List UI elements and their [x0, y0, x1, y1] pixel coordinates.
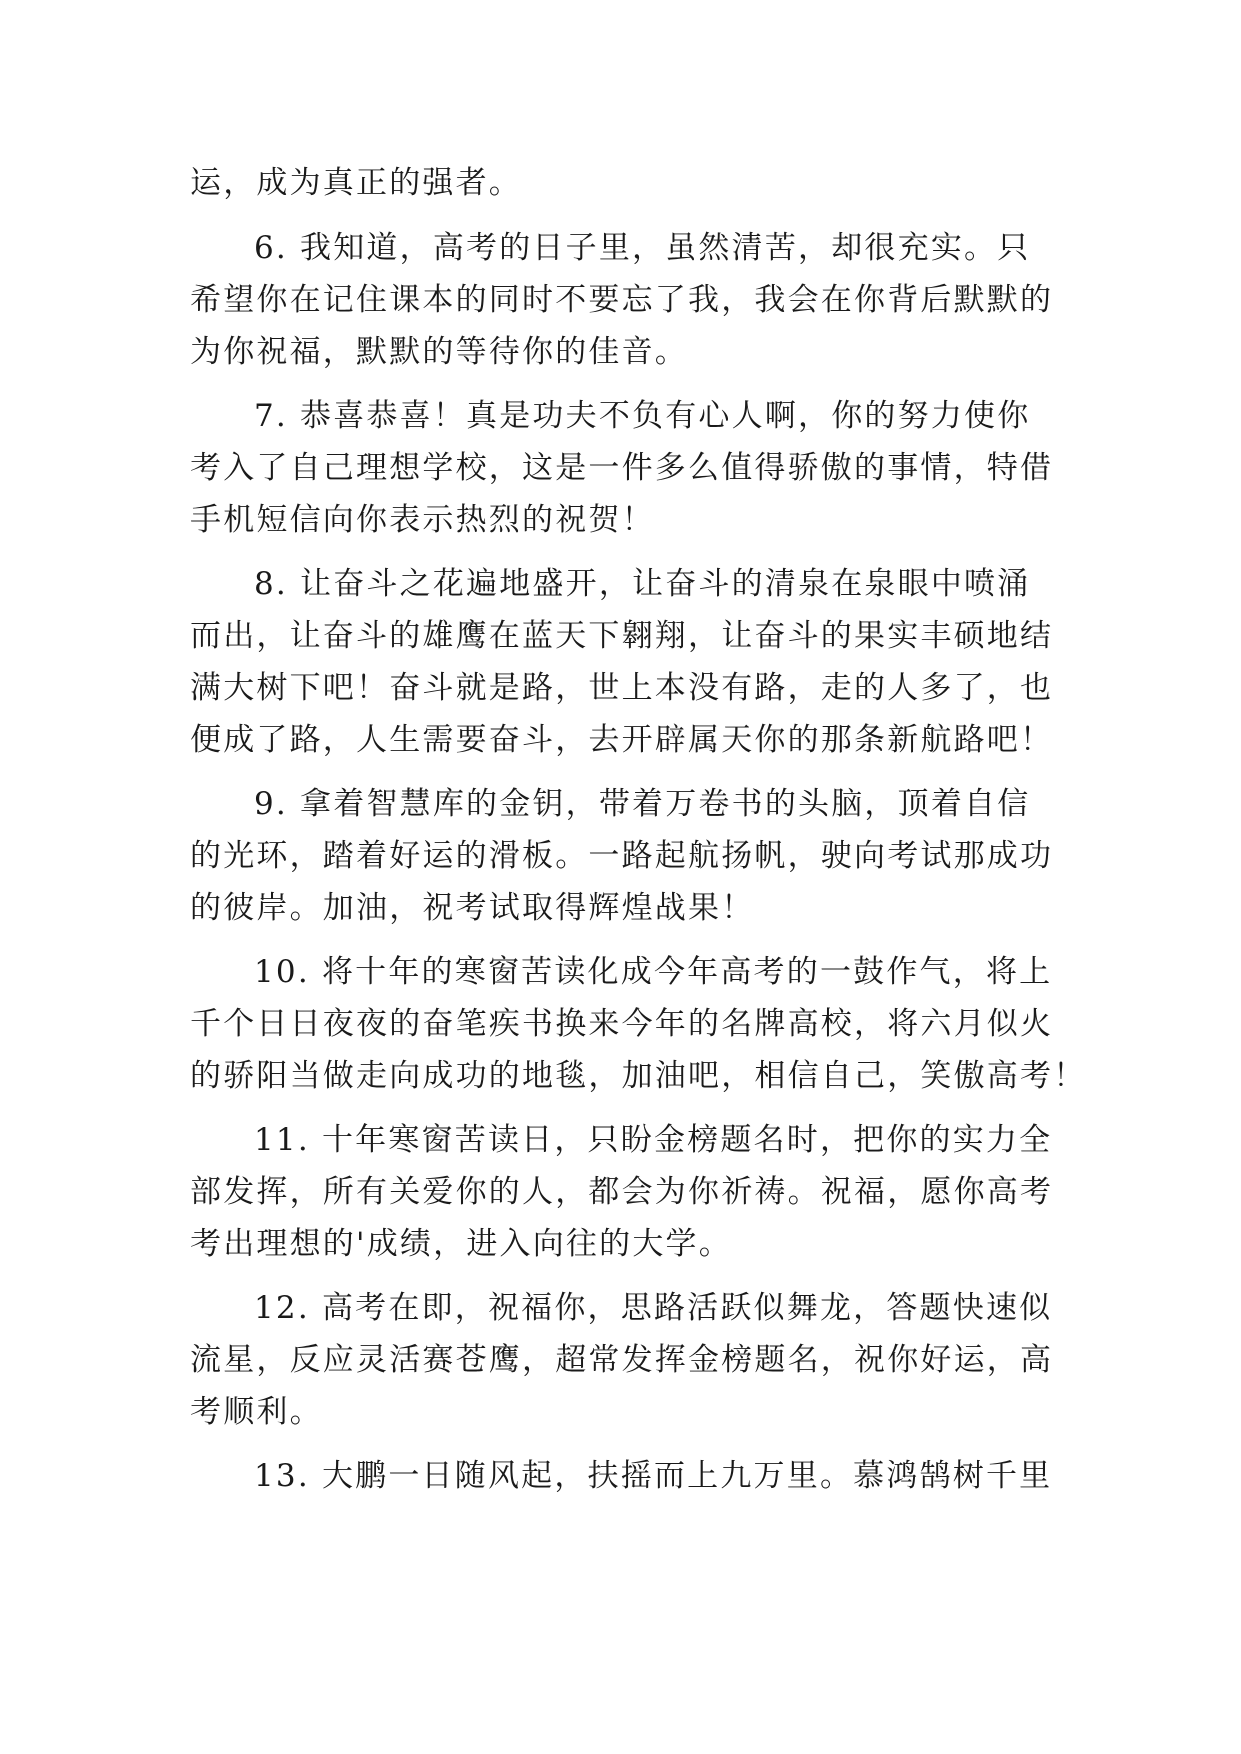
text-line: 千个日日夜夜的奋笔疾书换来今年的名牌高校，将六月似火 [190, 1006, 1054, 1042]
paragraph-10-line-1: 10. 将十年的寒窗苦读化成今年高考的一鼓作气，将上 [254, 954, 1053, 990]
paragraph-12-line-1: 12. 高考在即，祝福你，思路活跃似舞龙，答题快速似 [254, 1290, 1053, 1326]
text-line: 考入了自己理想学校，这是一件多么值得骄傲的事情，特借 [190, 450, 1054, 486]
text-line: 考出理想的'成绩，进入向往的大学。 [190, 1226, 732, 1262]
paragraph-13-line-1: 13. 大鹏一日随风起，扶摇而上九万里。慕鸿鹄树千里 [254, 1458, 1053, 1494]
paragraph-11-line-1: 11. 十年寒窗苦读日，只盼金榜题名时，把你的实力全 [254, 1122, 1053, 1158]
paragraph-6-line-1: 6. 我知道，高考的日子里，虽然清苦，却很充实。只 [254, 230, 1031, 266]
text-line: 的骄阳当做走向成功的地毯，加油吧，相信自己，笑傲高考！ [190, 1058, 1087, 1094]
text-line: 运，成为真正的强者。 [190, 165, 522, 201]
text-line: 满大树下吧！奋斗就是路，世上本没有路，走的人多了，也 [190, 670, 1054, 706]
paragraph-9-line-1: 9. 拿着智慧库的金钥，带着万卷书的头脑，顶着自信 [254, 786, 1031, 822]
text-line: 手机短信向你表示热烈的祝贺！ [190, 502, 655, 538]
paragraph-8-line-1: 8. 让奋斗之花遍地盛开，让奋斗的清泉在泉眼中喷涌 [254, 566, 1031, 602]
text-line: 而出，让奋斗的雄鹰在蓝天下翱翔，让奋斗的果实丰硕地结 [190, 618, 1054, 654]
text-line: 的光环，踏着好运的滑板。一路起航扬帆，驶向考试那成功 [190, 838, 1054, 874]
text-line: 考顺利。 [190, 1394, 323, 1430]
text-line: 便成了路，人生需要奋斗，去开辟属天你的那条新航路吧！ [190, 722, 1054, 758]
paragraph-7-line-1: 7. 恭喜恭喜！真是功夫不负有心人啊，你的努力使你 [254, 398, 1031, 434]
text-line: 的彼岸。加油，祝考试取得辉煌战果！ [190, 890, 755, 926]
text-line: 希望你在记住课本的同时不要忘了我，我会在你背后默默的 [190, 282, 1054, 318]
text-line: 部发挥，所有关爱你的人，都会为你祈祷。祝福，愿你高考 [190, 1174, 1054, 1210]
text-line: 流星，反应灵活赛苍鹰，超常发挥金榜题名，祝你好运，高 [190, 1342, 1054, 1378]
text-line: 为你祝福，默默的等待你的佳音。 [190, 334, 688, 370]
